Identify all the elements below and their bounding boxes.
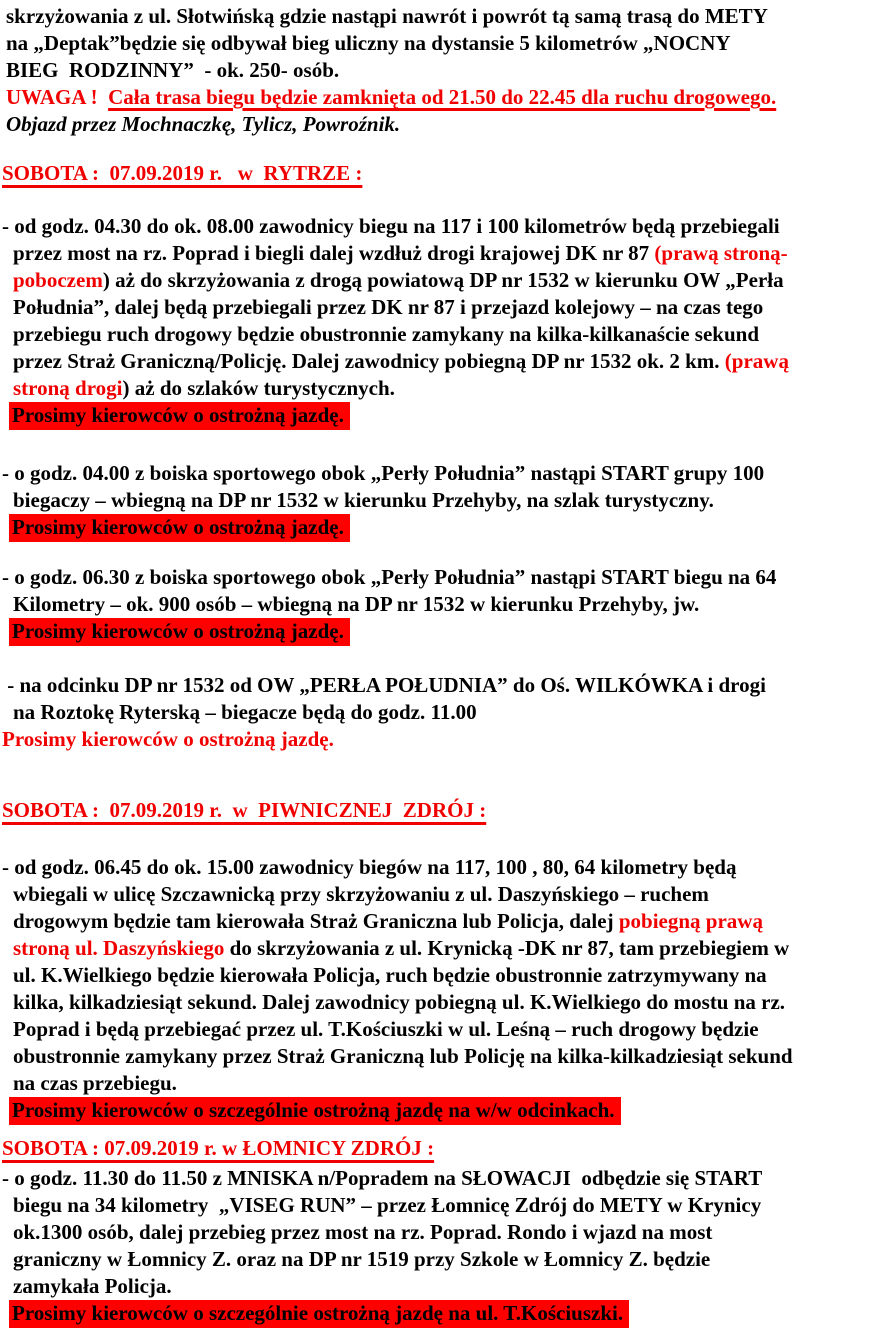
bullet-line: - o godz. 11.30 do 11.50 z MNISKA n/Popradem na SŁOWACJI odbędzie się START <box>2 1166 763 1190</box>
bullet-line <box>13 240 876 267</box>
bullet-rytro-2 <box>2 460 876 542</box>
highlighted-note: Prosimy kierowców o ostrożną jazdę. <box>9 618 350 646</box>
bullet-rytro-3 <box>2 564 876 646</box>
bullet-line <box>13 935 876 962</box>
bullet-line: ul. K.Wielkiego będzie kierowała Policja, ruch będzie obustronnie zatrzymywany na <box>13 963 767 987</box>
bullet-line: przebiegu ruch drogowy będzie obustronnie zamykany na kilka-kilkanaście sekund <box>13 322 760 346</box>
red-text-run: pobiegną prawą <box>618 909 763 933</box>
highlighted-note: Prosimy kierowców o szczególnie ostrożną jazdę na w/w odcinkach. <box>9 1097 621 1125</box>
detour-line: Objazd przez Mochnaczkę, Tylicz, Powroźnik. <box>6 112 401 136</box>
bullet-line: - od godz. 06.45 do ok. 15.00 zawodnicy biegów na 117, 100 , 80, 64 kilometry będą <box>2 855 737 879</box>
bullet-line: na czas przebiegu. <box>13 1071 177 1095</box>
section-heading-piwniczna-text: SOBOTA : 07.09.2019 r. w PIWNICZNEJ ZDRÓJ : <box>2 798 487 822</box>
bullet-line: - od godz. 04.30 do ok. 08.00 zawodnicy biegu na 117 i 100 kilometrów będą przebiegali <box>2 214 780 238</box>
intro-line-3: BIEG RODZINNY” - ok. 250- osób. <box>6 58 340 82</box>
red-note-line: Prosimy kierowców o ostrożną jazdę. <box>2 727 334 751</box>
intro-paragraph <box>2 3 876 138</box>
uwaga-underlined-text: Cała trasa biegu będzie zamknięta od 21.50 do 22.45 dla ruchu drogowego. <box>108 85 777 109</box>
bullet-rytro-4 <box>2 672 876 753</box>
bullet-line: biegaczy – wbiegną na DP nr 1532 w kierunku Przehyby, na szlak turystyczny. <box>13 488 714 512</box>
bullet-lomnica-1 <box>2 1165 876 1328</box>
text-run: przez most na rz. Poprad i biegli dalej wzdłuż drogi krajowej DK nr 87 <box>13 241 655 265</box>
bullet-line <box>13 908 876 935</box>
bullet-line: wbiegali w ulicę Szczawnicką przy skrzyżowaniu z ul. Daszyńskiego – ruchem <box>13 882 709 906</box>
bullet-line <box>13 375 876 402</box>
highlighted-note: Prosimy kierowców o ostrożną jazdę. <box>9 402 350 430</box>
bullet-line: obustronnie zamykany przez Straż Graniczną lub Policję na kilka-kilkadziesiąt sekund <box>13 1044 793 1068</box>
bullet-line: ok.1300 osób, dalej przebieg przez most na rz. Poprad. Rondo i wjazd na most <box>13 1220 713 1244</box>
text-run: drogowym będzie tam kierowała Straż Graniczna lub Policja, dalej <box>13 909 619 933</box>
bullet-line: kilka, kilkadziesiąt sekund. Dalej zawodnicy pobiegną ul. K.Wielkiego do mostu na rz. <box>13 990 786 1014</box>
bullet-line <box>13 267 876 294</box>
bullet-line: na Roztokę Ryterską – biegacze będą do godz. 11.00 <box>13 700 477 724</box>
intro-line-2: na „Deptak”będzie się odbywał bieg uliczny na dystansie 5 kilometrów „NOCNY <box>6 31 731 55</box>
section-heading-rytro <box>2 160 876 187</box>
bullet-line: Południa”, dalej będą przebiegali przez DK nr 87 i przejazd kolejowy – na czas tego <box>13 295 764 319</box>
bullet-rytro-1 <box>2 213 876 430</box>
bullet-line <box>13 348 876 375</box>
bullet-line: - o godz. 06.30 z boiska sportowego obok „Perły Południa” nastąpi START biegu na 64 <box>2 565 777 589</box>
red-text-run: (prawą stroną- <box>654 241 788 265</box>
bullet-line: graniczny w Łomnicy Z. oraz na DP nr 1519 przy Szkole w Łomnicy Z. będzie <box>13 1247 711 1271</box>
red-text-run: stroną ul. Daszyńskiego <box>13 936 225 960</box>
text-run: do skrzyżowania z ul. Krynicką -DK nr 87, tam przebiegiem w <box>224 936 790 960</box>
text-run: ) aż do skrzyżowania z drogą powiatową DP nr 1532 w kierunku OW „Perła <box>102 268 784 292</box>
highlighted-note: Prosimy kierowców o szczególnie ostrożną jazdę na ul. T.Kościuszki. <box>9 1300 629 1328</box>
bullet-line: - o godz. 04.00 z boiska sportowego obok „Perły Południa” nastąpi START grupy 100 <box>2 461 765 485</box>
bullet-line: biegu na 34 kilometry „VISEG RUN” – przez Łomnicę Zdrój do METY w Krynicy <box>13 1193 762 1217</box>
bullet-piwniczna-1 <box>2 854 876 1125</box>
red-text-run: poboczem <box>13 268 103 292</box>
intro-line-1: skrzyżowania z ul. Słotwińską gdzie nastąpi nawrót i powrót tą samą trasą do METY <box>6 4 768 28</box>
bullet-line: zamykała Policja. <box>13 1274 172 1298</box>
section-heading-rytro-text: SOBOTA : 07.09.2019 r. w RYTRZE : <box>2 161 363 185</box>
uwaga-label: UWAGA ! <box>6 85 109 109</box>
section-heading-lomnica <box>2 1135 876 1162</box>
red-text-run: stroną drogi <box>13 376 123 400</box>
bullet-line: - na odcinku DP nr 1532 od OW „PERŁA POŁUDNIA” do Oś. WILKÓWKA i drogi <box>2 673 766 697</box>
text-run: przez Straż Graniczną/Policję. Dalej zawodnicy pobiegną DP nr 1532 ok. 2 km. <box>13 349 725 373</box>
uwaga-warning-line <box>2 84 876 111</box>
bullet-line: Kilometry – ok. 900 osób – wbiegną na DP nr 1532 w kierunku Przehyby, jw. <box>13 592 700 616</box>
section-heading-piwniczna <box>2 797 876 824</box>
text-run: ) aż do szlaków turystycznych. <box>122 376 395 400</box>
section-heading-lomnica-text: SOBOTA : 07.09.2019 r. w ŁOMNICY ZDRÓJ : <box>2 1136 435 1160</box>
red-text-run: (prawą <box>724 349 789 373</box>
highlighted-note: Prosimy kierowców o ostrożną jazdę. <box>9 514 350 542</box>
bullet-line: Poprad i będą przebiegać przez ul. T.Kościuszki w ul. Leśną – ruch drogowy będzie <box>13 1017 759 1041</box>
